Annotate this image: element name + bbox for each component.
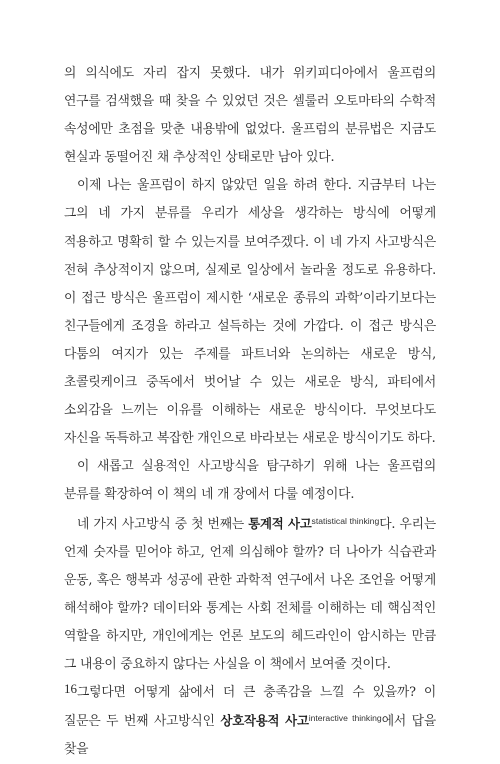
paragraph-4-lead: 네 가지 사고방식 중 첫 번째는 (77, 516, 249, 532)
paragraph-5-lead: 그렇다면 어떻게 삶에서 더 큰 충족감을 느낄 수 있을까? 이 질문은 두 번째 사고방식인 (64, 685, 436, 730)
paragraph-5 (64, 679, 436, 764)
body-text (64, 60, 436, 764)
key-term-english-interactive-thinking: interactive thinking (308, 713, 382, 724)
paragraph-1: 의 의식에도 자리 잡지 못했다. 내가 위키피디아에서 울프럼의 연구를 검색했을 때 찾을 수 있었던 것은 셀룰러 오토마타의 수학적 속성에만 초점을 맞춘 내용밖에 없었다. 울프럼의 분류법은 지금도 현실과 동떨어진 채 추상적인 상태로만 남아 있다. (64, 66, 436, 166)
key-term-english-statistical-thinking: statistical thinking (311, 515, 380, 526)
paragraph-4-rest: 다. 우리는 언제 숫자를 믿어야 하고, 언제 의심해야 할까? 더 나아가 식습관과 운동, 혹은 행복과 성공에 관한 과학적 연구에서 나온 조언을 어떻게 해석해야 할까? 데이터와 통계는 사회 전체를 이해하는 데 핵심적인 역할을 하지만, 개인에게는 언론 보도의 헤드라인이 암시하는 만큼 그 내용이 중요하지 않다는 사실을 이 책에서 보여줄 것이다. (64, 516, 436, 672)
key-term-statistical-thinking: 통계적 사고 (248, 515, 312, 531)
paragraph-3: 이 새롭고 실용적인 사고방식을 탐구하기 위해 나는 울프럼의 분류를 확장하여 이 책의 네 개 장에서 다룰 예정이다. (64, 459, 436, 503)
paragraph-5-rest: 에서 답을 찾을 (64, 714, 436, 758)
page-number: 16 (64, 681, 77, 696)
paragraph-4 (64, 510, 436, 680)
paragraph-2: 이제 나는 울프럼이 하지 않았던 일을 하려 한다. 지금부터 나는 그의 네 가지 분류를 우리가 세상을 생각하는 방식에 어떻게 적용하고 명확히 할 수 있는지를 보여주겠다. 이 네 가지 사고방식은 전혀 추상적이지 않으며, 실제로 일상에서 놀라울 정도로 유용하다. 이 접근 방식은 울프럼이 제시한 ‘새로운 종류의 과학’이라기보다는 친구들에게 조경을 하라고 설득하는 것에 가깝다. 이 접근 방식은 다툼의 여지가 있는 주제를 파트너와 논의하는 새로운 방식, 초콜릿케이크 중독에서 벗어날 수 있는 새로운 방식, 파티에서 소외감을 느끼는 이유를 이해하는 새로운 방식이다. 무엇보다도 자신을 독특하고 복잡한 개인으로 바라보는 새로운 방식이기도 하다. (64, 178, 436, 447)
key-term-interactive-thinking: 상호작용적 사고 (220, 713, 309, 729)
